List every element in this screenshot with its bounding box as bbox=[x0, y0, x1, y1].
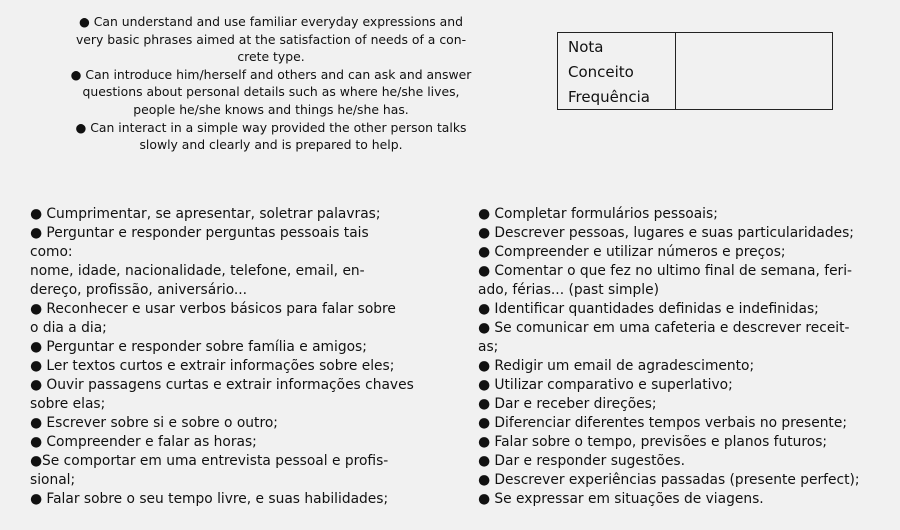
objective-line: slowly and clearly and is prepared to help. bbox=[139, 137, 403, 153]
skill-line: ● Comentar o que fez no ultimo final de semana, feri- bbox=[478, 263, 853, 279]
skill-line: ● Completar formulários pessoais; bbox=[478, 206, 718, 222]
skill-line: ● Reconhecer e usar verbos básicos para falar sobre bbox=[30, 301, 396, 317]
objective-line: crete type. bbox=[237, 49, 305, 65]
objective-line: ● Can understand and use familiar everyday expressions and bbox=[78, 14, 463, 29]
objective-item bbox=[40, 66, 502, 119]
skill-line: ● Compreender e falar as horas; bbox=[30, 434, 257, 450]
objective-line: questions about personal details such as where he/she lives, bbox=[82, 84, 460, 100]
objective-line: people he/she knows and things he/she has. bbox=[133, 101, 409, 117]
skill-line: ● Identificar quantidades definidas e indefinidas; bbox=[478, 301, 819, 317]
skill-line: ● Escrever sobre si e sobre o outro; bbox=[30, 415, 278, 431]
skill-line: ado, férias... (past simple) bbox=[478, 282, 659, 298]
skill-line: ● Perguntar e responder sobre família e amigos; bbox=[30, 339, 367, 355]
skill-line: ● Cumprimentar, se apresentar, soletrar palavras; bbox=[30, 206, 381, 222]
skill-line: ● Redigir um email de agradescimento; bbox=[478, 358, 755, 374]
objective-item bbox=[40, 13, 502, 66]
objective-line: ● Can introduce him/herself and others and can ask and answer bbox=[70, 66, 472, 82]
skill-line: as; bbox=[478, 339, 499, 355]
skills-right-column bbox=[478, 205, 860, 509]
grade-box bbox=[557, 32, 833, 110]
skill-line: ● Dar e receber direções; bbox=[478, 396, 657, 412]
grade-label-nota: Nota bbox=[568, 38, 604, 56]
skill-line: como: bbox=[30, 244, 73, 260]
grade-label-conceito: Conceito bbox=[568, 63, 634, 81]
skill-line: ● Diferenciar diferentes tempos verbais no presente; bbox=[478, 415, 847, 431]
skill-line: nome, idade, nacionalidade, telefone, email, en- bbox=[30, 263, 365, 279]
skill-line: ● Descrever pessoas, lugares e suas particularidades; bbox=[478, 225, 854, 241]
skill-line: sobre elas; bbox=[30, 396, 106, 412]
skill-line: o dia a dia; bbox=[30, 320, 107, 336]
skill-line: ● Se expressar em situações de viagens. bbox=[478, 491, 764, 507]
objective-line: very basic phrases aimed at the satisfaction of needs of a con- bbox=[75, 31, 467, 47]
skill-line: ● Falar sobre o tempo, previsões e planos futuros; bbox=[478, 434, 828, 450]
skill-line: dereço, profissão, aniversário... bbox=[30, 282, 248, 298]
skill-line: ● Descrever experiências passadas (presente perfect); bbox=[478, 472, 860, 488]
grade-label-frequencia: Frequência bbox=[568, 88, 650, 106]
skill-line: ● Se comunicar em uma cafeteria e descrever receit- bbox=[478, 320, 850, 336]
skill-line: ● Dar e responder sugestões. bbox=[478, 453, 686, 469]
skills-left-column bbox=[30, 205, 414, 509]
objective-line: ● Can interact in a simple way provided the other person talks bbox=[75, 119, 467, 135]
skill-line: sional; bbox=[30, 472, 76, 488]
skill-line: ● Utilizar comparativo e superlativo; bbox=[478, 377, 733, 393]
skill-line: ● Perguntar e responder perguntas pessoais tais bbox=[30, 225, 369, 241]
skill-line: ● Falar sobre o seu tempo livre, e suas habilidades; bbox=[30, 491, 389, 507]
cefr-objectives bbox=[40, 13, 502, 154]
skill-line: ●Se comportar em uma entrevista pessoal e profis- bbox=[30, 453, 389, 469]
objective-item bbox=[40, 119, 502, 154]
skill-line: ● Ler textos curtos e extrair informações sobre eles; bbox=[30, 358, 395, 374]
skill-line: ● Compreender e utilizar números e preços; bbox=[478, 244, 786, 260]
skill-line: ● Ouvir passagens curtas e extrair informações chaves bbox=[30, 377, 414, 393]
